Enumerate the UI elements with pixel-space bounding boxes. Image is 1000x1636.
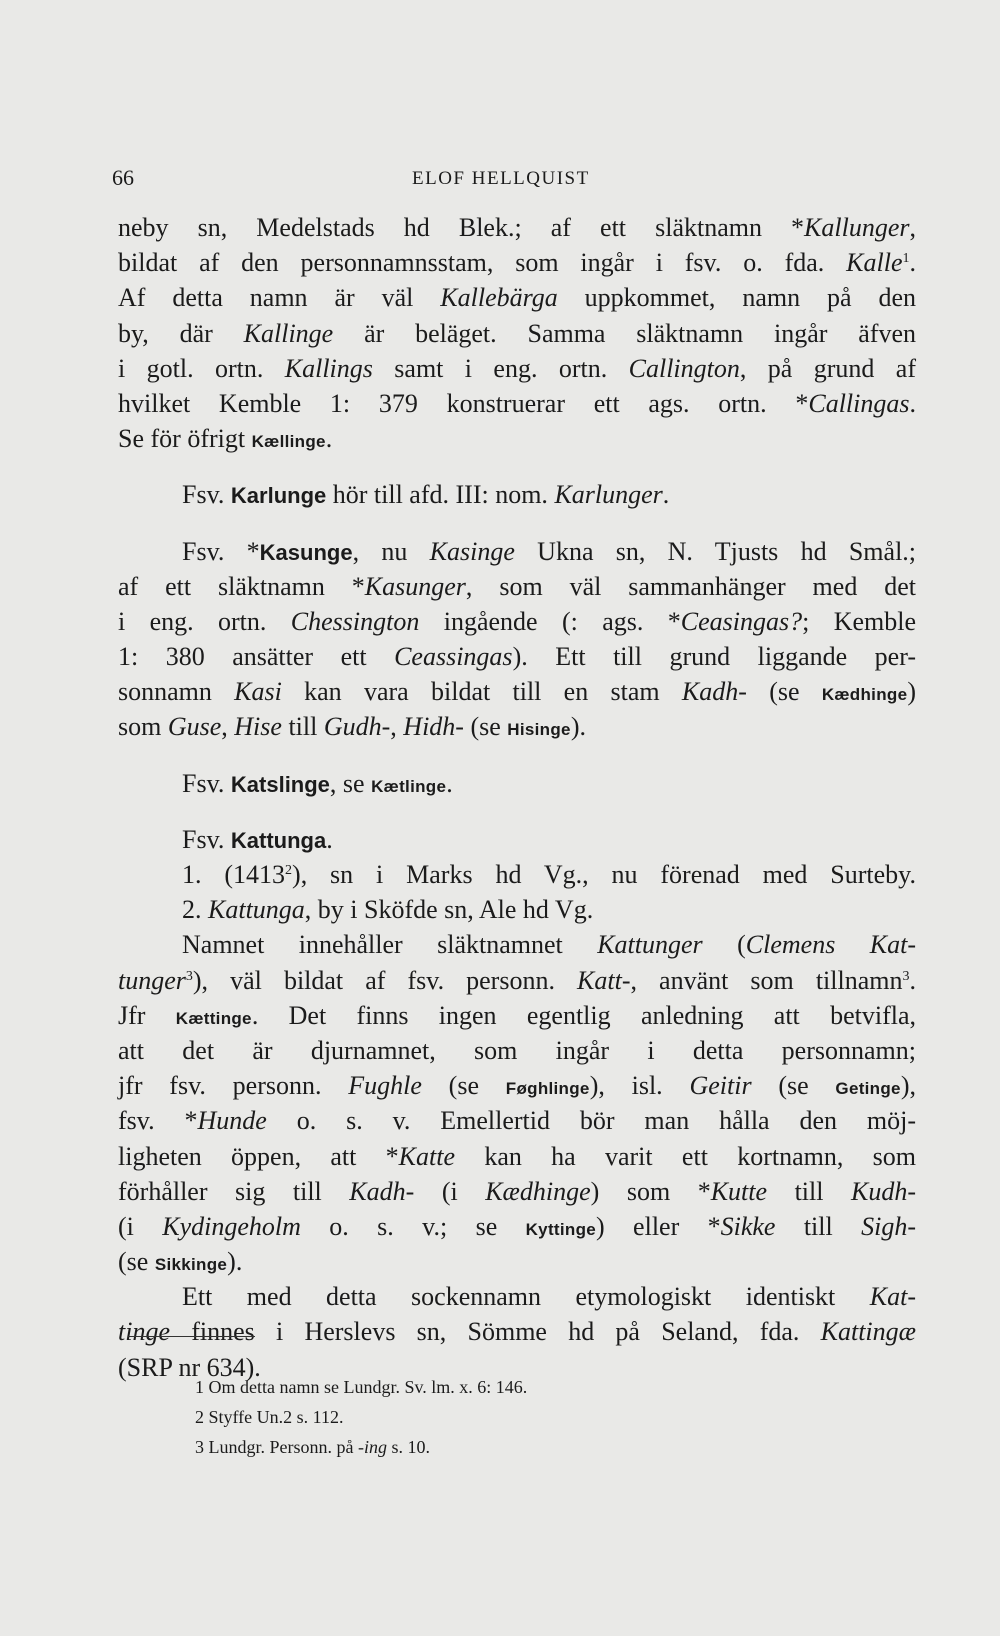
running-title: ELOF HELLQUIST — [412, 168, 590, 189]
text-line: Jfr Kættinge. Det finns ingen egentlig anledning att betvifla, — [118, 1000, 916, 1030]
text-line: sonnamn Kasi kan vara bildat till en stam Kadh- (se Kædhinge) — [118, 677, 916, 707]
text-line: af ett släktnamn *Kasunger, som väl sammanhänger med det — [118, 571, 916, 601]
text-line: Af detta namn är väl Kallebärga uppkommet, namn på den — [118, 283, 916, 313]
main-text — [118, 210, 916, 1385]
footnote-rule — [128, 1336, 255, 1337]
text-line: fsv. *Hunde o. s. v. Emellertid bör man hålla den möj- — [118, 1106, 917, 1136]
text-line: 1. (1413$^2$), sn i Marks hd Vg., nu förenad med Surteby. — [182, 860, 916, 889]
text-line: (SRP nr 634). — [118, 1352, 261, 1382]
footnote-2: 2 Styffe Un.2 s. 112. — [195, 1407, 344, 1427]
text-line: tinge finnes i Herslevs sn, Sömme hd på Seland, fda. Kattingæ — [118, 1317, 916, 1347]
text-line: förhåller sig till Kadh- (i Kædhinge) som *Kutte till Kudh- — [118, 1176, 916, 1206]
text-line: 1: 380 ansätter ett Ceassingas). Ett till grund liggande per- — [118, 642, 917, 672]
text-line: som Guse, Hise till Gudh-, Hidh- (se Hisinge). — [118, 712, 586, 742]
text-line: ligheten öppen, att *Katte kan ha varit ett kortnamn, som — [118, 1141, 916, 1171]
entry-karlunge: Fsv. Karlunge hör till afd. III: nom. Karlunger. — [182, 480, 670, 510]
text-line: jfr fsv. personn. Fughle (se Føghlinge), isl. Geitir (se Getinge), — [118, 1071, 916, 1101]
footnote-1: 1 Om detta namn se Lundgr. Sv. lm. x. 6: 146. — [195, 1377, 528, 1397]
text-line: (se Sikkinge). — [118, 1247, 243, 1277]
footnote-ref: 3 — [185, 968, 193, 984]
running-head — [112, 165, 912, 197]
text-line: Se för öfrigt Kællinge. — [118, 424, 333, 454]
text-line: tunger$^3$), väl bildat af fsv. personn. Katt-, använt som tillnamn$^3$. — [118, 965, 916, 995]
text-line: i gotl. ortn. Kallings samt i eng. ortn. Callington, på grund af — [118, 353, 916, 383]
text-line: (i Kydingeholm o. s. v.; se Kyttinge) eller *Sikke till Sigh- — [118, 1211, 916, 1241]
text-line: Namnet innehåller släktnamnet Kattunger (Clemens Kat- — [182, 930, 916, 960]
page-number: 66 — [112, 165, 134, 190]
footnote-3: 3 Lundgr. Personn. på -ing s. 10. — [195, 1437, 430, 1457]
text-line: i eng. ortn. Chessington ingående (: ags. *Ceasingas?; Kemble — [118, 606, 916, 636]
footnote-ref: 3 — [902, 968, 910, 984]
entry-kasunge: Fsv. *Kasunge, nu Kasinge Ukna sn, N. Tjusts hd Smål.; — [182, 536, 917, 566]
text-line: bildat af den personnamnsstam, som ingår i fsv. o. fda. Kalle$^1$. — [118, 248, 916, 278]
footnotes — [195, 1372, 527, 1462]
entry-katslinge: Fsv. Katslinge, se Kætlinge. — [182, 768, 453, 798]
text-line: neby sn, Medelstads hd Blek.; af ett släktnamn *Kallunger, — [118, 213, 916, 242]
footnote-ref: 2 — [285, 863, 293, 878]
text-line: by, där Kallinge är beläget. Samma släktnamn ingår äfven — [118, 318, 916, 348]
text-line: 2. Kattunga, by i Sköfde sn, Ale hd Vg. — [182, 895, 594, 925]
text-line: Ett med detta sockennamn etymologiskt identiskt Kat- — [182, 1282, 916, 1312]
text-line: hvilket Kemble 1: 379 konstruerar ett ags. ortn. *Callingas. — [118, 388, 916, 418]
text-line: att det är djurnamnet, som ingår i detta personnamn; — [118, 1035, 916, 1065]
footnote-ref: 1 — [902, 251, 910, 267]
entry-kattunga: Fsv. Kattunga. — [182, 824, 333, 854]
